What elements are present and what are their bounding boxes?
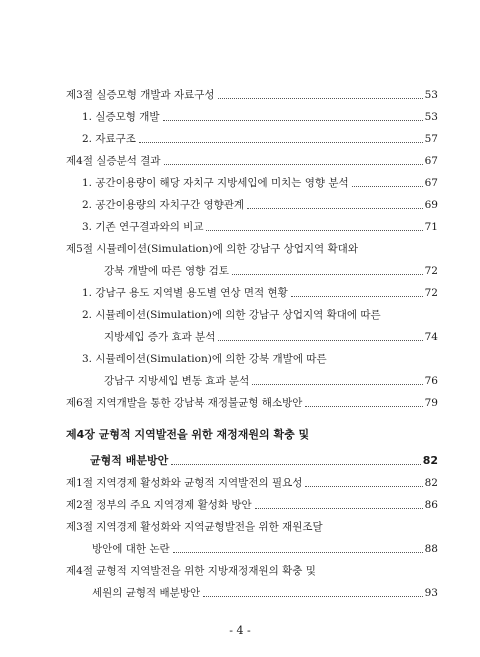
toc-entry-section: 제3절 지역경제 활성화와 지역균형발전을 위한 재원조달 xyxy=(66,521,323,533)
toc-entry-subsection: 1. 실증모형 개발 53 xyxy=(82,111,438,123)
toc-entry-subsection: 2. 시뮬레이션(Simulation)에 의한 강남구 상업지역 확대에 따른 xyxy=(82,309,381,321)
toc-entry-subsection: 3. 시뮬레이션(Simulation)에 의한 강북 개발에 따른 xyxy=(82,353,327,365)
chapter-heading-line1: 제4장 균형적 지역발전을 위한 재정재원의 확충 및 xyxy=(66,428,310,441)
toc-entry-subsection: 2. 공간이용량의 자치구간 영향관계 69 xyxy=(82,199,438,211)
toc-entry-section: 제1절 지역경제 활성화와 균형적 지역발전의 필요성 82 xyxy=(66,477,438,489)
toc-entry-subsection: 3. 기존 연구결과와의 비교 71 xyxy=(82,221,438,233)
toc-entry-subsection: 2. 자료구조 57 xyxy=(82,133,438,145)
page-number-footer: - 4 - xyxy=(229,624,251,637)
chapter-heading-line2: 균형적 배분방안 82 xyxy=(90,454,438,467)
toc-entry-continuation: 방안에 대한 논란 88 xyxy=(92,543,438,555)
toc-entry-section: 제5절 시뮬레이션(Simulation)에 의한 강남구 상업지역 확대와 xyxy=(66,243,358,255)
toc-entry-subsection: 1. 강남구 용도 지역별 용도별 연상 면적 현황 72 xyxy=(82,287,438,299)
toc-entry-section: 제4절 균형적 지역발전을 위한 지방재정재원의 확충 및 xyxy=(66,565,316,577)
toc-entry-section: 제4절 실증분석 결과 67 xyxy=(66,155,438,167)
toc-entry-continuation: 강남구 지방세입 변동 효과 분석 76 xyxy=(104,375,438,387)
toc-entry-continuation: 세원의 균형적 배분방안 93 xyxy=(92,587,438,599)
toc-entry-section: 제6절 지역개발을 통한 강남북 재정불균형 해소방안 79 xyxy=(66,397,438,409)
toc-entry-subsection: 1. 공간이용량이 해당 자치구 지방세입에 미치는 영향 분석 67 xyxy=(82,177,438,189)
toc-entry-continuation: 지방세입 증가 효과 분석 74 xyxy=(104,331,438,343)
toc-entry-continuation: 강북 개발에 따른 영향 검토 72 xyxy=(104,265,438,277)
toc-entry-section: 제2절 정부의 주요 지역경제 활성화 방안 86 xyxy=(66,499,438,511)
toc-entry-section: 제3절 실증모형 개발과 자료구성 53 xyxy=(66,89,438,101)
